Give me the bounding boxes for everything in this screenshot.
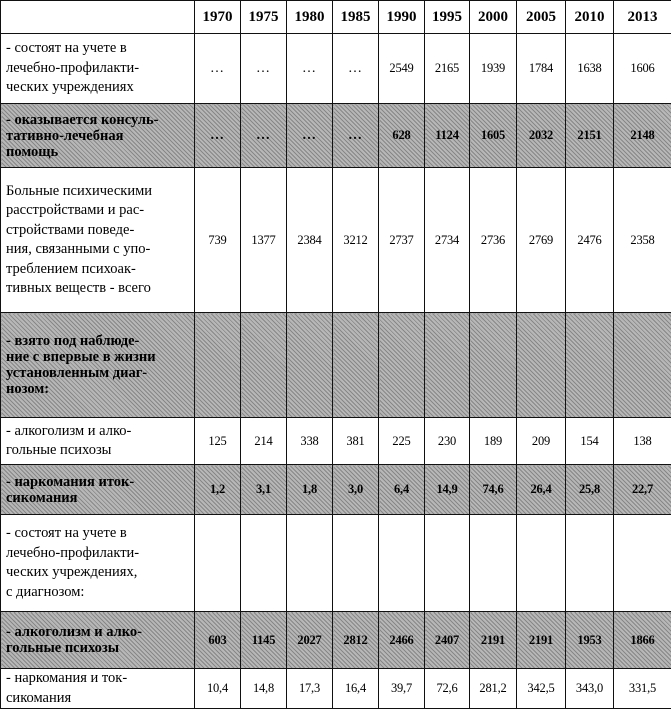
value-cell: 2165 (425, 34, 470, 104)
row-label-line: установленным диаг- (6, 365, 191, 381)
row-label-line: - наркомания иток- (6, 474, 191, 490)
row-label (1, 34, 195, 104)
value-cell: 72,6 (425, 669, 470, 709)
value-cell: 338 (287, 418, 333, 465)
year-header: 2000 (470, 1, 517, 34)
row-label-line: ческих учреждениях, (6, 563, 191, 583)
value-cell: 225 (379, 418, 425, 465)
value-cell: 1939 (470, 34, 517, 104)
table-row (1, 612, 671, 669)
row-label (1, 465, 195, 515)
year-header: 1975 (241, 1, 287, 34)
value-cell (517, 515, 566, 612)
value-cell: 1124 (425, 104, 470, 168)
row-label-line: ние с впервые в жизни (6, 349, 191, 365)
value-cell: 1866 (614, 612, 671, 669)
value-cell: 2032 (517, 104, 566, 168)
value-cell (287, 515, 333, 612)
row-label-line: Больные психическими (6, 182, 191, 202)
value-cell: 1,8 (287, 465, 333, 515)
value-cell: 2476 (566, 168, 614, 313)
row-label-line: - взято под наблюде- (6, 333, 191, 349)
table-row (1, 168, 671, 313)
value-cell: 603 (195, 612, 241, 669)
value-cell (470, 313, 517, 418)
value-cell: 628 (379, 104, 425, 168)
year-header: 1980 (287, 1, 333, 34)
value-cell: 331,5 (614, 669, 671, 709)
value-cell: 1605 (470, 104, 517, 168)
value-cell: 74,6 (470, 465, 517, 515)
value-cell: 25,8 (566, 465, 614, 515)
value-cell: 3,1 (241, 465, 287, 515)
value-cell: 1638 (566, 34, 614, 104)
header-row (1, 1, 671, 34)
row-label (1, 515, 195, 612)
value-cell: 739 (195, 168, 241, 313)
value-cell: 1953 (566, 612, 614, 669)
value-cell: 2358 (614, 168, 671, 313)
table-row (1, 418, 671, 465)
value-cell (425, 313, 470, 418)
value-cell: 2191 (470, 612, 517, 669)
row-label-line: - наркомания и ток- (6, 669, 191, 689)
value-cell: 125 (195, 418, 241, 465)
value-cell: 2027 (287, 612, 333, 669)
value-cell: 3,0 (333, 465, 379, 515)
value-cell: 2407 (425, 612, 470, 669)
value-cell (425, 515, 470, 612)
table-row (1, 104, 671, 168)
value-cell: … (195, 34, 241, 104)
value-cell: 2151 (566, 104, 614, 168)
value-cell: 10,4 (195, 669, 241, 709)
value-cell: 2736 (470, 168, 517, 313)
value-cell: 1606 (614, 34, 671, 104)
value-cell: 2769 (517, 168, 566, 313)
value-cell: … (241, 34, 287, 104)
value-cell: 154 (566, 418, 614, 465)
value-cell: 281,2 (470, 669, 517, 709)
value-cell: 342,5 (517, 669, 566, 709)
year-header: 1990 (379, 1, 425, 34)
row-label-line: - состоят на учете в (6, 39, 191, 59)
table-row (1, 515, 671, 612)
row-label-line: гольные психозы (6, 441, 191, 461)
value-cell: 6,4 (379, 465, 425, 515)
value-cell: 1784 (517, 34, 566, 104)
value-cell: 17,3 (287, 669, 333, 709)
value-cell: … (195, 104, 241, 168)
value-cell: … (333, 34, 379, 104)
row-label-line: - алкоголизм и алко- (6, 422, 191, 442)
value-cell: 16,4 (333, 669, 379, 709)
value-cell: 1,2 (195, 465, 241, 515)
value-cell: 14,8 (241, 669, 287, 709)
row-label (1, 168, 195, 313)
row-label-line: - состоят на учете в (6, 524, 191, 544)
row-label (1, 612, 195, 669)
value-cell: 26,4 (517, 465, 566, 515)
value-cell (379, 313, 425, 418)
row-label-line: - алкоголизм и алко- (6, 624, 191, 640)
value-cell (470, 515, 517, 612)
table-row (1, 669, 671, 709)
table-row (1, 34, 671, 104)
value-cell (566, 515, 614, 612)
row-label-line: ния, связанными с упо- (6, 240, 191, 260)
row-label-line: нозом: (6, 381, 191, 397)
value-cell: 214 (241, 418, 287, 465)
year-header: 1995 (425, 1, 470, 34)
value-cell: 2737 (379, 168, 425, 313)
year-header: 1970 (195, 1, 241, 34)
year-header: 1985 (333, 1, 379, 34)
value-cell: 1377 (241, 168, 287, 313)
table-row (1, 313, 671, 418)
row-label-line: тивных веществ - всего (6, 279, 191, 299)
year-header: 2013 (614, 1, 671, 34)
row-label-line: стройствами поведе- (6, 221, 191, 241)
value-cell: 22,7 (614, 465, 671, 515)
value-cell (614, 313, 671, 418)
row-label-line: ческих учреждениях (6, 78, 191, 98)
value-cell: 1145 (241, 612, 287, 669)
row-label (1, 104, 195, 168)
value-cell: 2148 (614, 104, 671, 168)
corner-cell (1, 1, 195, 34)
table-row (1, 465, 671, 515)
value-cell (566, 313, 614, 418)
value-cell (195, 313, 241, 418)
row-label-line: треблением психоак- (6, 260, 191, 280)
value-cell: 343,0 (566, 669, 614, 709)
year-header: 2010 (566, 1, 614, 34)
value-cell (379, 515, 425, 612)
value-cell: 39,7 (379, 669, 425, 709)
value-cell (333, 313, 379, 418)
value-cell: … (241, 104, 287, 168)
row-label-line: - оказывается консуль- (6, 112, 191, 128)
value-cell: 2191 (517, 612, 566, 669)
value-cell: 381 (333, 418, 379, 465)
row-label-line: расстройствами и рас- (6, 201, 191, 221)
value-cell: … (287, 34, 333, 104)
row-label (1, 418, 195, 465)
value-cell: 230 (425, 418, 470, 465)
row-label (1, 669, 195, 709)
value-cell (287, 313, 333, 418)
value-cell: 2549 (379, 34, 425, 104)
row-label-line: лечебно-профилакти- (6, 544, 191, 564)
value-cell: 3212 (333, 168, 379, 313)
row-label-line: лечебно-профилакти- (6, 59, 191, 79)
value-cell: … (287, 104, 333, 168)
value-cell: 189 (470, 418, 517, 465)
row-label-line: помощь (6, 144, 191, 160)
value-cell (517, 313, 566, 418)
value-cell: 14,9 (425, 465, 470, 515)
row-label-line: тативно-лечебная (6, 128, 191, 144)
value-cell: 2734 (425, 168, 470, 313)
value-cell: 209 (517, 418, 566, 465)
row-label-line: сикомания (6, 689, 191, 709)
value-cell: 138 (614, 418, 671, 465)
value-cell: … (333, 104, 379, 168)
row-label-line: сикомания (6, 490, 191, 506)
year-header: 2005 (517, 1, 566, 34)
row-label (1, 313, 195, 418)
value-cell: 2466 (379, 612, 425, 669)
value-cell (195, 515, 241, 612)
row-label-line: гольные психозы (6, 640, 191, 656)
value-cell (333, 515, 379, 612)
value-cell: 2812 (333, 612, 379, 669)
value-cell: 2384 (287, 168, 333, 313)
value-cell (241, 515, 287, 612)
value-cell (241, 313, 287, 418)
row-label-line: с диагнозом: (6, 583, 191, 603)
value-cell (614, 515, 671, 612)
